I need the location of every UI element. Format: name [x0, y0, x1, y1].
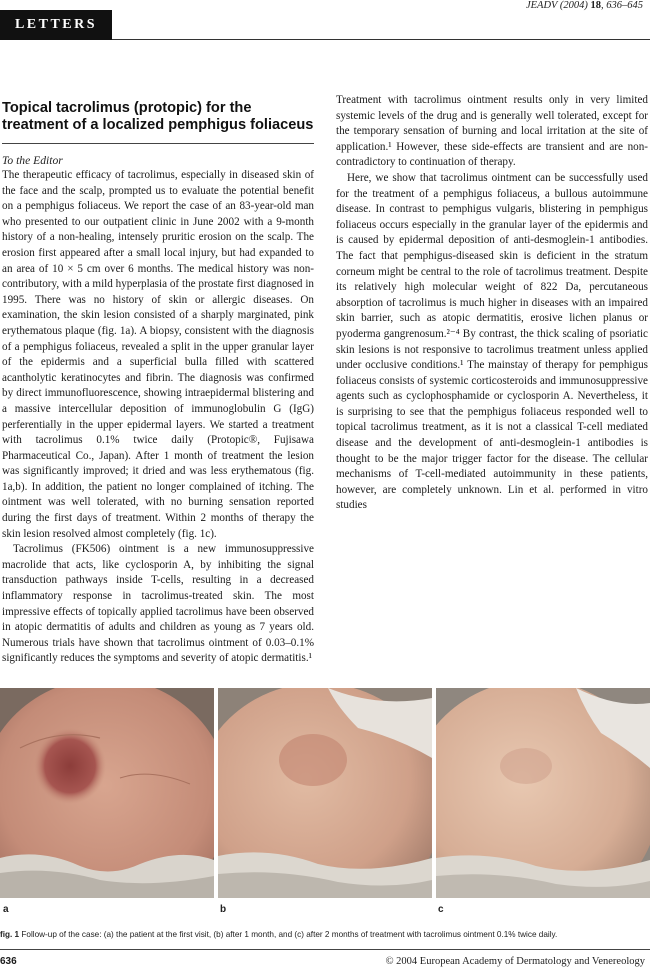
caption-text: Follow-up of the case: (a) the patient at the first visit, (b) after 1 month, and (c) after 2 months of treatment with tacrolimus ointment 0.1% twice daily.: [21, 930, 558, 939]
scalp-photo-two-months: [436, 688, 650, 898]
panel-label-b: b: [220, 904, 227, 915]
page-number: 636: [0, 956, 17, 967]
salutation: To the Editor: [2, 154, 63, 167]
figure-caption: [0, 930, 650, 939]
section-label: LETTERS: [0, 10, 112, 40]
paragraph-2-end: Treatment with tacrolimus ointment results only in very limited systemic levels of the drug and is generally well tolerated, except for the temporary sensation of burning and local irritation at the site of application.¹ However, these side-effects are transient and are non-contradictory to continuation of therapy.: [336, 94, 648, 169]
paragraph-2-start: Tacrolimus (FK506) ointment is a new immunosuppressive macrolide that acts, like cyclosporin A, by inhibiting the signal transduction pathways inside T-cells, resulting in a decreased inflammatory response in tacrolimus-treated skin. The most impressive effects of topically applied tacrolimus have been observed in atopic dermatitis of adults and children as young as 7 years old. Numerous trials have shown that tacrolimus ointment of 0.03–0.1% significantly reduces the symptoms and severity of atopic dermatitis.¹: [2, 543, 314, 665]
photo-panel-c: [436, 688, 650, 898]
journal-volume: 18: [590, 0, 601, 11]
right-column: [336, 92, 648, 514]
running-head: [526, 0, 643, 11]
scalp-photo-first-visit: [0, 688, 214, 898]
journal-pages: , 636–645: [601, 0, 643, 11]
photo-panel-a: [0, 688, 214, 898]
copyright: © 2004 European Academy of Dermatology and Venereology: [385, 956, 645, 967]
scalp-photo-one-month: [218, 688, 432, 898]
caption-label: fig. 1: [0, 930, 20, 939]
panel-label-c: c: [438, 904, 444, 915]
panel-label-a: a: [3, 904, 9, 915]
journal-year: (2004): [559, 0, 588, 11]
figure-1: [0, 688, 650, 918]
journal-name: JEADV: [525, 0, 558, 11]
photo-panel-b: [218, 688, 432, 898]
left-column: [2, 92, 314, 667]
paragraph-1: The therapeutic efficacy of tacrolimus, especially in diseased skin of the face and the scalp, prompted us to evaluate the potential benefit on a pemphigus foliaceus. We report the case of an 83-year-old man who presented to our outpatient clinic in June 2002 with a 9-month history of a non-healing, intensely pruritic erosion on the scalp. The erosion first appeared after a small local injury, but had expanded to an area of 10 × 5 cm over 6 months. The medical history was non-contributory, with a mild hyperplasia of the prostate first diagnosed in 1995. There was no history of skin or allergic diseases. On examination, the skin lesion consisted of a sharply marginated, pink erythematous plaque (fig. 1a). A biopsy, consistent with the diagnosis of a pemphigus foliaceus, revealed a split in the upper granular layer of the epidermis and a superficial bulla filled with scattered acantholytic keratinocytes and fibrin. The diagnosis was confirmed by direct immunofluorescence, showing intraepidermal blistering and a massive intercellular deposition of immunoglobulin G (IgG) perferentially in the upper epidermal layers. We started a treatment with tacrolimus 0.1% twice daily (Protopic®, Fujisawa Pharmaceutical Co., Japan). After 1 month of treatment the lesion was significantly improved; it dried and was less erythematous (fig. 1a,b). In addition, the patient no longer complained of itching. The ointment was well tolerated, with no burning sensation reported during the first days of treatment. Within 2 months of therapy the skin lesion resolved almost completely (fig. 1c).: [2, 169, 314, 540]
article-title: Topical tacrolimus (protopic) for the treatment of a localized pemphigus foliaceus: [2, 100, 314, 133]
header-rule: [112, 39, 650, 40]
title-rule: [2, 143, 314, 144]
paragraph-3: Here, we show that tacrolimus ointment can be successfully used for the treatment of a pemphigus foliaceus, a bullous autoimmune disease. In contrast to pemphigus vulgaris, blistering in pemphigus foliaceus occurs especially in the granular layer of the epidermis and is caused by epidermal deposition of anti-desmoglein-1 antibodies. The fact that pemphigus-diseased skin is deficient in the stratum corneum might be central to the role of tacrolimus treatment. Despite its relatively high molecular weight of 822 Da, percutaneous absorption of tacrolimus is much higher in diseases with an impaired skin barrier, such as atopic dermatitis, erosive lichen planus or pyoderma gangrenosum.²⁻⁴ By contrast, the thick scaling of psoriatic skin lesions is not responsive to tacrolimus treatment unless applied under occlusive conditions.¹ The mainstay of therapy for pemphigus foliaceus consists of systemic corticosteroids and immunosuppressive agents such as cyclophosphamide or cyclosporin A. Nevertheless, it is surprising to see that the pemphigus foliaceus responded well to topical tacrolimus treatment, as it is not a classical T-cell mediated disease and the development of anti-desmoglein-1 antibodies is thought to be the major trigger factor for the disease. The cellular mechanisms of T-cell-mediated autoimmunity in these patients, however, are completely unknown. Lin et al. performed in vitro studies: [336, 171, 648, 512]
footer-rule: [0, 949, 650, 950]
